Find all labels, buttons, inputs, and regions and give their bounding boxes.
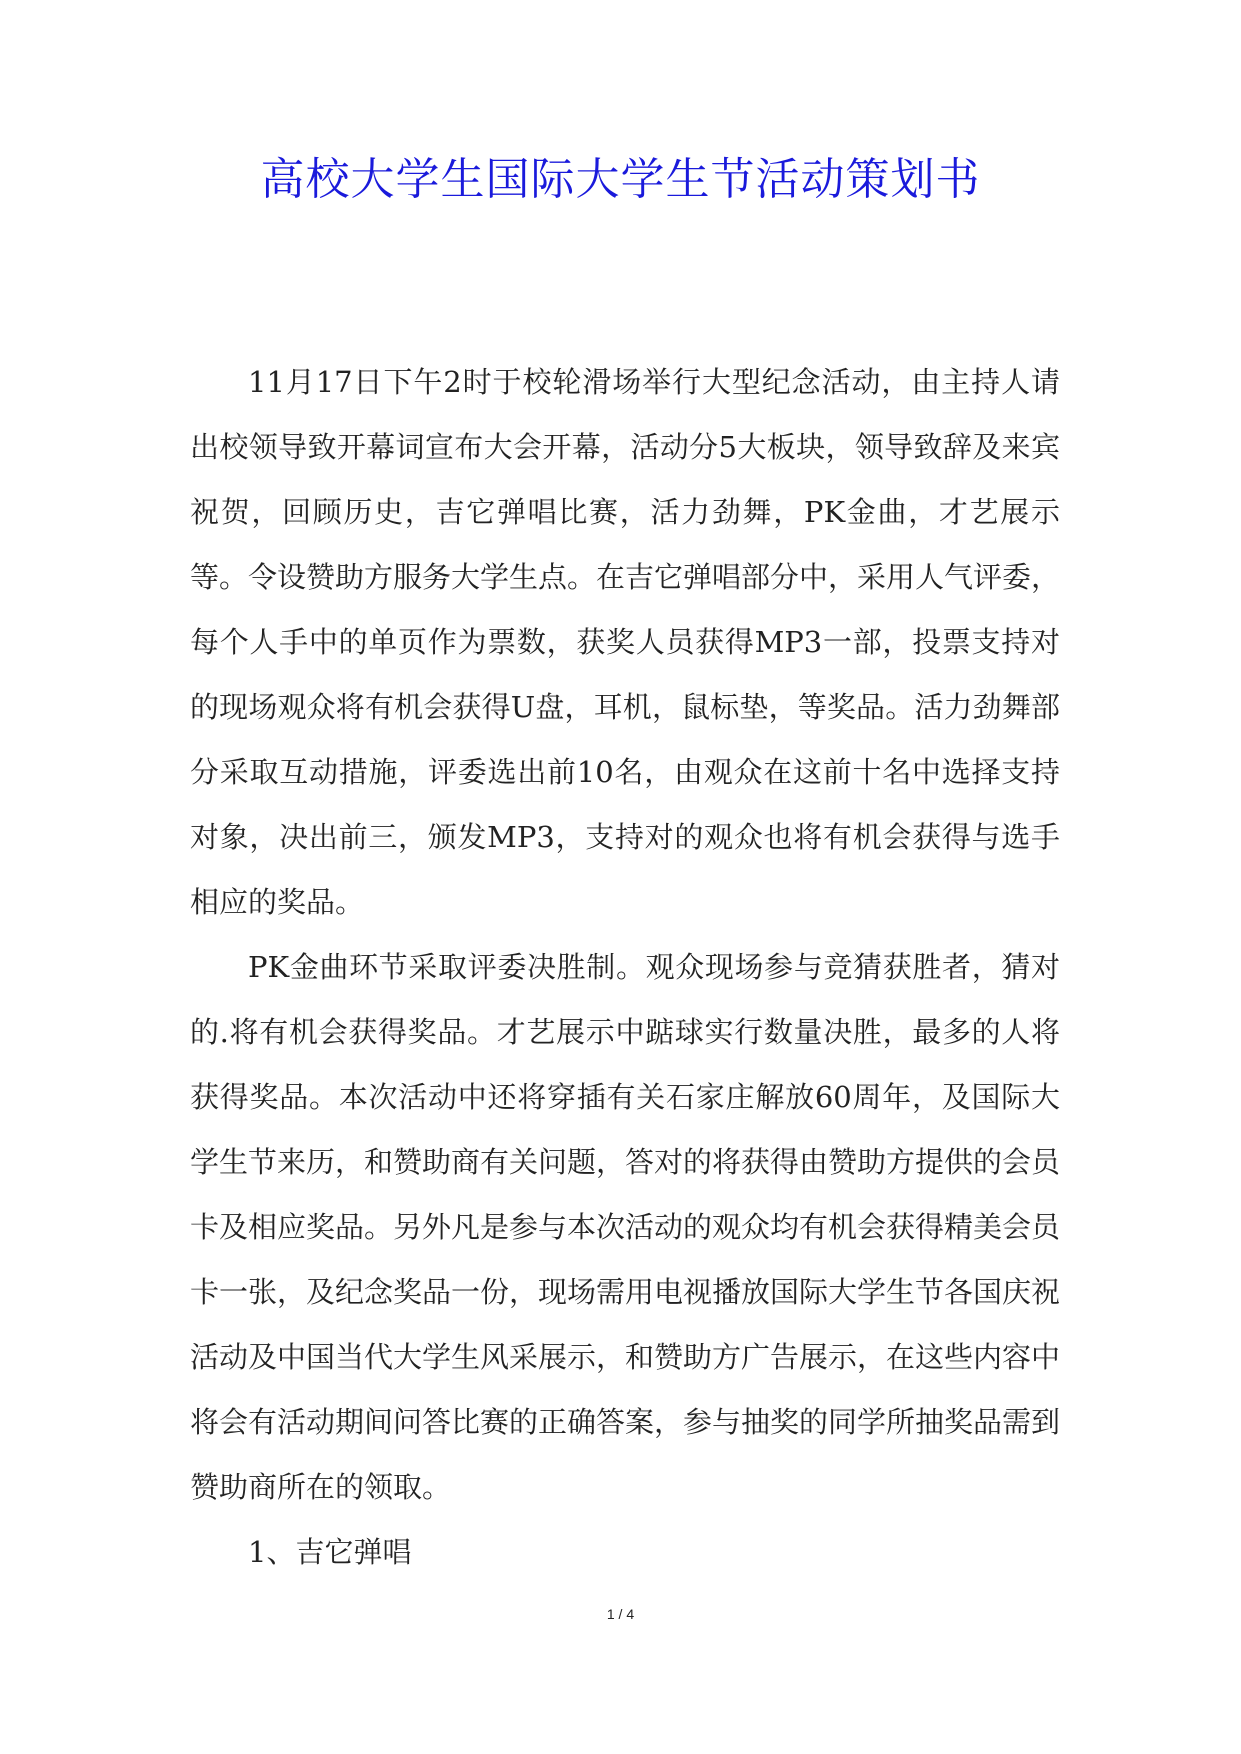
document-body [190, 350, 1060, 1585]
section-heading-guitar: 1、吉它弹唱 [248, 1535, 412, 1569]
document-title: 高校大学生国际大学生节活动策划书 [260, 154, 981, 205]
paragraph-1: 11月17日下午2时于校轮滑场举行大型纪念活动，由主持人请出校领导致开幕词宣布大会开幕，活动分5大板块，领导致辞及来宾祝贺，回顾历史，吉它弹唱比赛，活力劲舞，PK金曲，才艺展示等。令设赞助方服务大学生点。在吉它弹唱部分中，采用人气评委，每个人手中的单页作为票数，获奖人员获得MP3一部，投票支持对的现场观众将有机会获得U盘，耳机，鼠标垫，等奖品。活力劲舞部分采取互动措施，评委选出前10名，由观众在这前十名中选择支持对象，决出前三，颁发MP3，支持对的观众也将有机会获得与选手相应的奖品。 [190, 365, 1061, 919]
paragraph-2: PK金曲环节采取评委决胜制。观众现场参与竞猜获胜者，猜对的.将有机会获得奖品。才艺展示中踮球实行数量决胜，最多的人将获得奖品。本次活动中还将穿插有关石家庄解放60周年，及国际大学生节来历，和赞助商有关问题，答对的将获得由赞助方提供的会员卡及相应奖品。另外凡是参与本次活动的观众均有机会获得精美会员卡一张，及纪念奖品一份，现场需用电视播放国际大学生节各国庆祝活动及中国当代大学生风采展示，和赞助方广告展示，在这些内容中将会有活动期间问答比赛的正确答案，参与抽奖的同学所抽奖品需到赞助商所在的领取。 [190, 950, 1061, 1504]
page-number: 1 / 4 [606, 1606, 635, 1622]
